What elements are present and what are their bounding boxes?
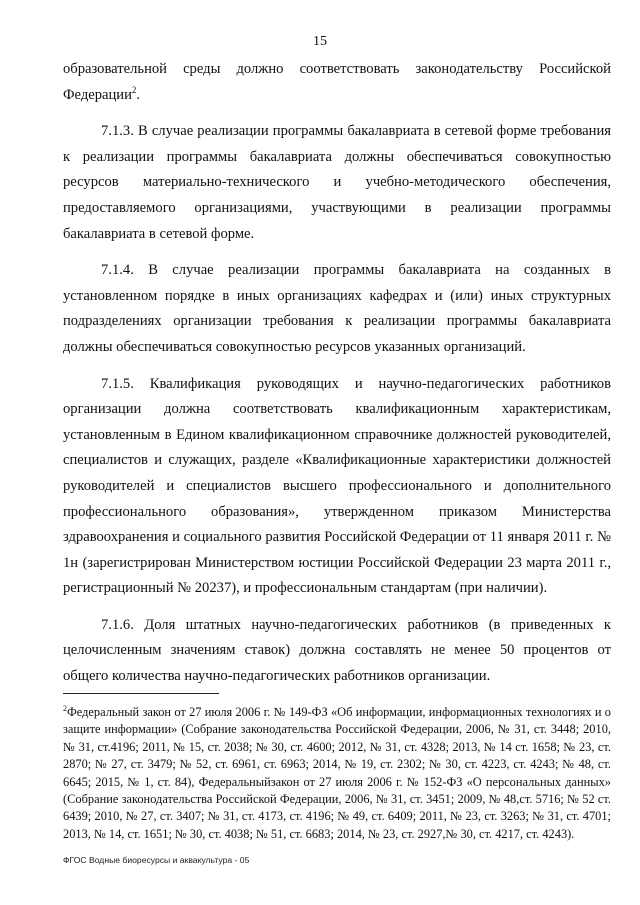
paragraph-7-1-6: 7.1.6. Доля штатных научно-педагогических работников (в приведенных к целочисленным значениям ставок) должна составлять не менее 50 процентов от общего количества научно-педагогических работников организации. [63,616,611,685]
paragraph-7-1-5: 7.1.5. Квалификация руководящих и научно-педагогических работников организации должна соответствовать квалификационным характеристикам, установленным в Едином квалификационном справочнике должностей руководителей, специалистов и служащих, разделе «Квалификационные характеристики должностей руководителей и специалистов высшего профессионального и дополнительного профессионального образования», утвержденном приказом Министерства здравоохранения и социального развития Российской Федерации от 11 января 2011 г. № 1н (зарегистрирован Министерством юстиции Российской Федерации 23 марта 2011 г., регистрационный № 20237), и профессиональным стандартам (при наличии). [63,375,611,597]
footnote-marker: 2 [63,703,67,713]
page-footer: ФГОС Водные биоресурсы и аквакультура - 05 [63,855,250,865]
footnote-text: Федеральный закон от 27 июля 2006 г. № 149-ФЗ «Об информации, информационных технологиях и о защите информации» (Собрание законодательства Российской Федерации, 2006, № 31, ст. 3448; 2010, № 31, ст.4196; 2011, № 15, ст. 2038; № 30, ст. 4600; 2012, № 31, ст. 4328; 2013, № 14 ст. 1658; № 23, ст. 2870; № 27, ст. 3479; № 52, ст. 6961, ст. 6963; 2014, № 19, ст. 2302; № 30, ст. 4223, ст. 4243; № 48, ст. 6645; 2015, № 1, ст. 84), Федеральныйзакон от 27 июля 2006 г. № 152-ФЗ «О персональных данных» (Собрание законодательства Российской Федерации, 2006, № 31, ст. 3451; 2009, № 48,ст. 5716; № 52 ст. 6439; 2010, № 27, ст. 3407; № 31, ст. 4173, ст. 4196; № 49, ст. 6409; 2011, № 23, ст. 3263; № 31, ст. 4701; 2013, № 14, ст. 1651; № 30, ст. 4038; № 51, ст. 6683; 2014, № 23, ст. 2927,№ 30, ст. 4217, ст. 4243). [63,705,611,841]
paragraph-continuation [63,57,611,108]
paragraph-end-punct: . [136,86,141,103]
page-number: 15 [313,34,327,49]
main-text [63,57,611,701]
paragraph-7-1-3: 7.1.3. В случае реализации программы бакалавриата в сетевой форме требования к реализации программы бакалавриата должны обеспечиваться совокупностью ресурсов материально-технического и учебно-методического обеспечения, предоставляемого организациями, участвующими в реализации программы бакалавриата в сетевой форме. [63,123,611,242]
paragraph-7-1-4: 7.1.4. В случае реализации программы бакалавриата на созданных в установленном порядке в иных организациях кафедрах и (или) иных структурных подразделениях организации требования к реализации программы бакалавриата должны обеспечиваться совокупностью ресурсов указанных организаций. [63,262,611,355]
footnote-separator [63,693,219,694]
footnote [63,704,611,843]
footnote-reference[interactable]: 2 [131,84,137,95]
paragraph-text: образовательной среды должно соответствовать законодательству Российской Федерации [63,61,611,103]
